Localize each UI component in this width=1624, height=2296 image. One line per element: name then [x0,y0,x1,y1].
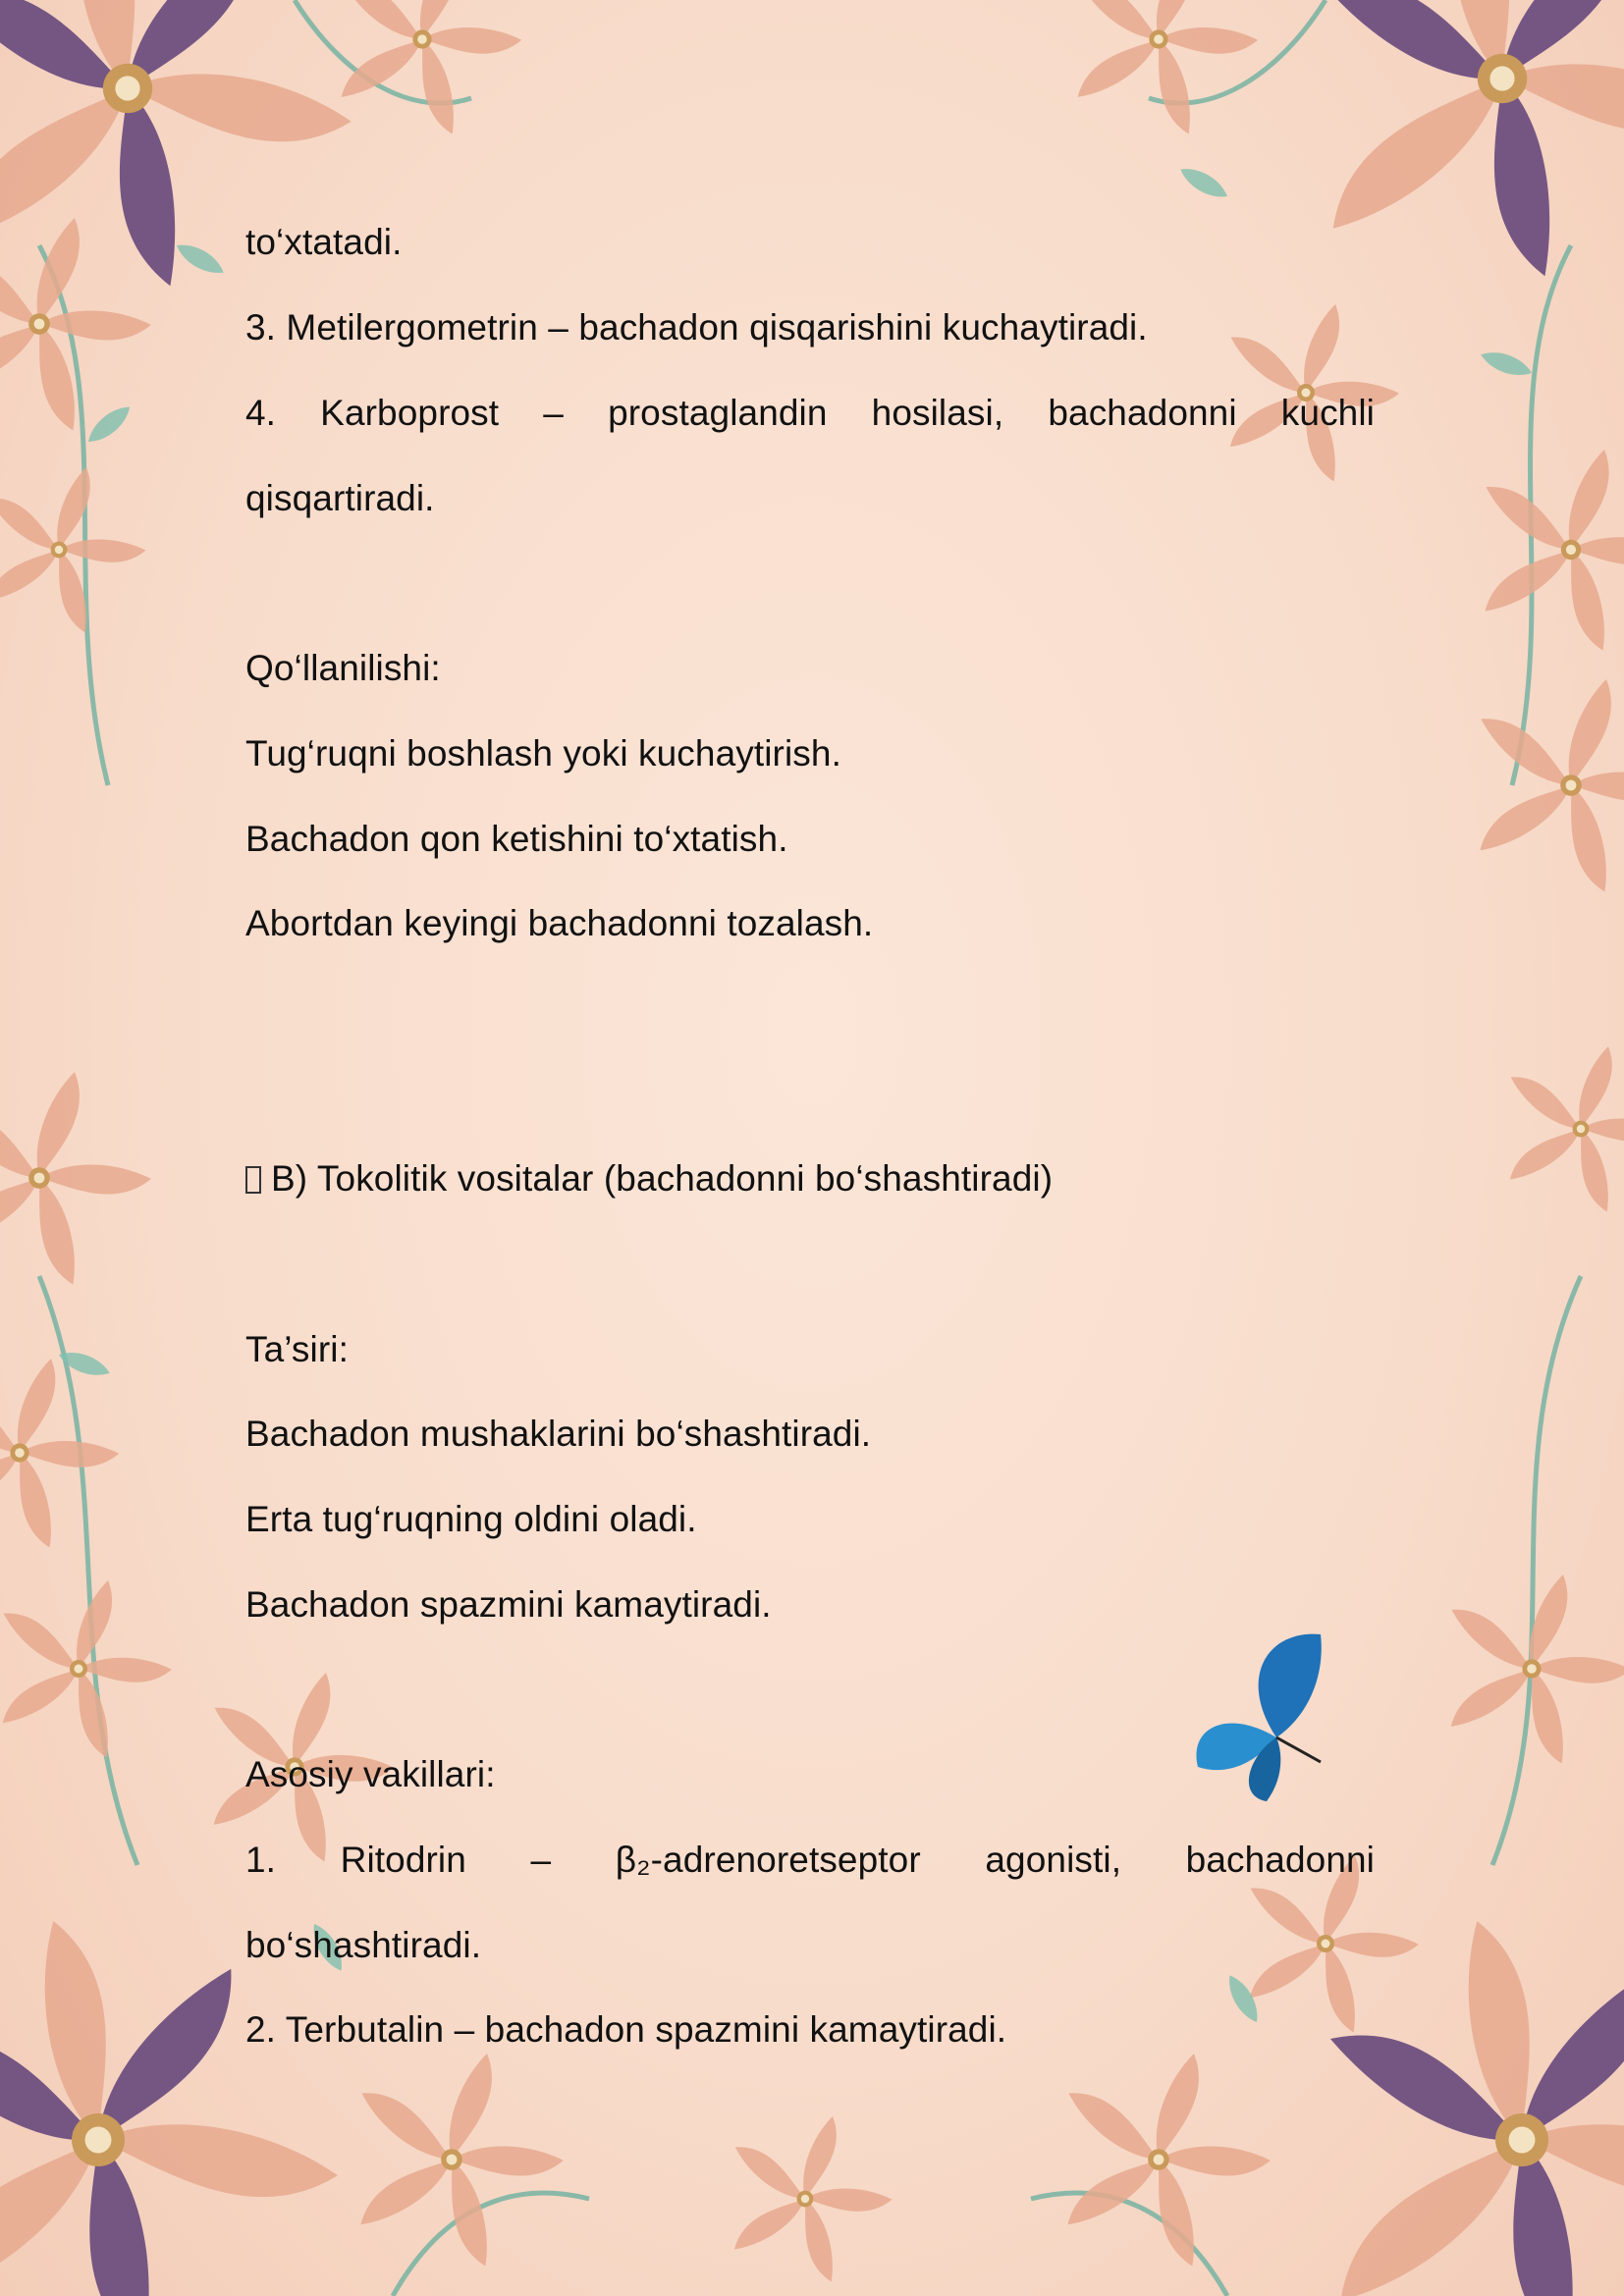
text-line: Bachadon spazmini kamaytiradi. [245,1584,772,1625]
text-line: qisqartiradi. [245,478,435,518]
section-heading: Qo‘llanilishi: [245,648,441,688]
text-line: 2. Terbutalin – bachadon spazmini kamaytiradi. [245,2009,1007,2050]
text-line-justified: 4. Karboprost – prostaglandin hosilasi, bachadonni kuchli [245,393,1375,433]
section-heading: Asosiy vakillari: [245,1754,496,1794]
text-line: Erta tug‘ruqning oldini oladi. [245,1499,697,1539]
missing-glyph-icon [245,1166,261,1194]
text-line: bo‘shashtiradi. [245,1925,482,1965]
section-heading: Ta’siri: [245,1329,349,1369]
text-line-justified: 1. Ritodrin – β₂-adrenoretseptor agonisti, bachadonni [245,1840,1375,1880]
text-line: Bachadon mushaklarini bo‘shashtiradi. [245,1414,872,1454]
text-line: Bachadon qon ketishini to‘xtatish. [245,819,788,859]
text-line: Tug‘ruqni boshlash yoki kuchaytirish. [245,733,841,774]
text-line: to‘xtatadi. [245,222,403,262]
text-line: 3. Metilergometrin – bachadon qisqarishini kuchaytiradi. [245,307,1148,347]
section-heading: B) Tokolitik vositalar (bachadonni bo‘shashtiradi) [245,1157,1053,1201]
text-line: Abortdan keyingi bachadonni tozalash. [245,903,874,943]
